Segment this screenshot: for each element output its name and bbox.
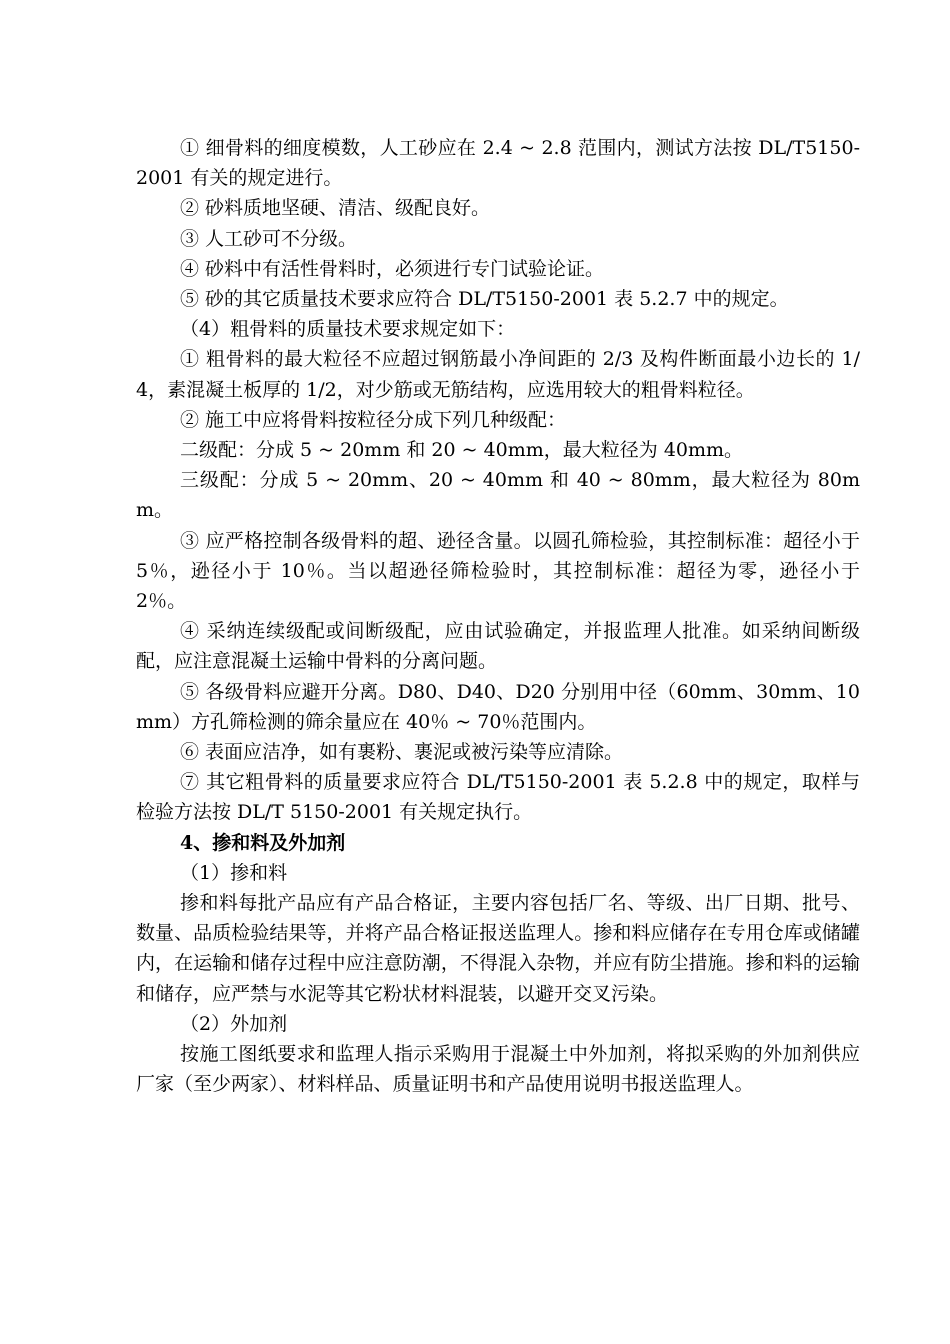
fine-aggregate-item-3: ③ 人工砂可不分级。 [180,227,358,250]
section-heading-admixtures: 4、掺和料及外加剂 [180,831,346,854]
chemical-admixture-subheading: （2）外加剂 [180,1012,288,1035]
grading-three-level: 三级配：分成 5 ~ 20mm、20 ~ 40mm 和 40 ~ 80mm，最大粒径为 80mm。 [136,469,860,522]
coarse-aggregate-subheading: （4）粗骨料的质量技术要求规定如下： [180,318,516,341]
mineral-admixture-subheading: （1）掺和料 [180,861,288,884]
coarse-aggregate-item-5: ⑤ 各级骨料应避开分离。D80、D40、D20 分别用中径（60mm、30mm、10mm）方孔筛检测的筛余量应在 40％ ~ 70％范围内。 [136,680,860,733]
fine-aggregate-item-1: ① 细骨料的细度模数，人工砂应在 2.4 ~ 2.8 范围内，测试方法按 DL/T5150-2001 有关的规定进行。 [136,137,860,190]
document-body [136,133,860,1100]
fine-aggregate-item-2: ② 砂料质地坚硬、清洁、级配良好。 [180,197,491,220]
coarse-aggregate-item-2: ② 施工中应将骨料按粒径分成下列几种级配： [180,408,567,431]
coarse-aggregate-item-4: ④ 采纳连续级配或间断级配，应由试验确定，并报监理人批准。如采纳间断级配，应注意混凝土运输中骨料的分离问题。 [136,620,860,673]
coarse-aggregate-item-7: ⑦ 其它粗骨料的质量要求应符合 DL/T5150-2001 表 5.2.8 中的规定，取样与检验方法按 DL/T 5150-2001 有关规定执行。 [136,771,860,824]
coarse-aggregate-item-1: ① 粗骨料的最大粒径不应超过钢筋最小净间距的 2/3 及构件断面最小边长的 1/4，素混凝土板厚的 1/2，对少筋或无筋结构，应选用较大的粗骨料粒径。 [136,348,860,401]
chemical-admixture-body: 按施工图纸要求和监理人指示采购用于混凝土中外加剂，将拟采购的外加剂供应厂家（至少两家）、材料样品、质量证明书和产品使用说明书报送监理人。 [136,1043,860,1096]
mineral-admixture-body: 掺和料每批产品应有产品合格证，主要内容包括厂名、等级、出厂日期、批号、数量、品质检验结果等，并将产品合格证报送监理人。掺和料应储存在专用仓库或储罐内，在运输和储存过程中应注意防潮，不得混入杂物，并应有防尘措施。掺和料的运输和储存，应严禁与水泥等其它粉状材料混装，以避开交叉污染。 [136,892,860,1005]
coarse-aggregate-item-3: ③ 应严格控制各级骨料的超、逊径含量。以圆孔筛检验，其控制标准：超径小于 5％，逊径小于 10％。当以超逊径筛检验时，其控制标准：超径为零，逊径小于 2％。 [136,529,860,613]
fine-aggregate-item-5: ⑤ 砂的其它质量技术要求应符合 DL/T5150-2001 表 5.2.7 中的规定。 [180,288,789,311]
fine-aggregate-item-4: ④ 砂料中有活性骨料时，必须进行专门试验论证。 [180,257,605,280]
coarse-aggregate-item-6: ⑥ 表面应洁净，如有裹粉、裹泥或被污染等应清除。 [180,741,624,764]
grading-two-level: 二级配：分成 5 ~ 20mm 和 20 ~ 40mm，最大粒径为 40mm。 [180,439,744,462]
